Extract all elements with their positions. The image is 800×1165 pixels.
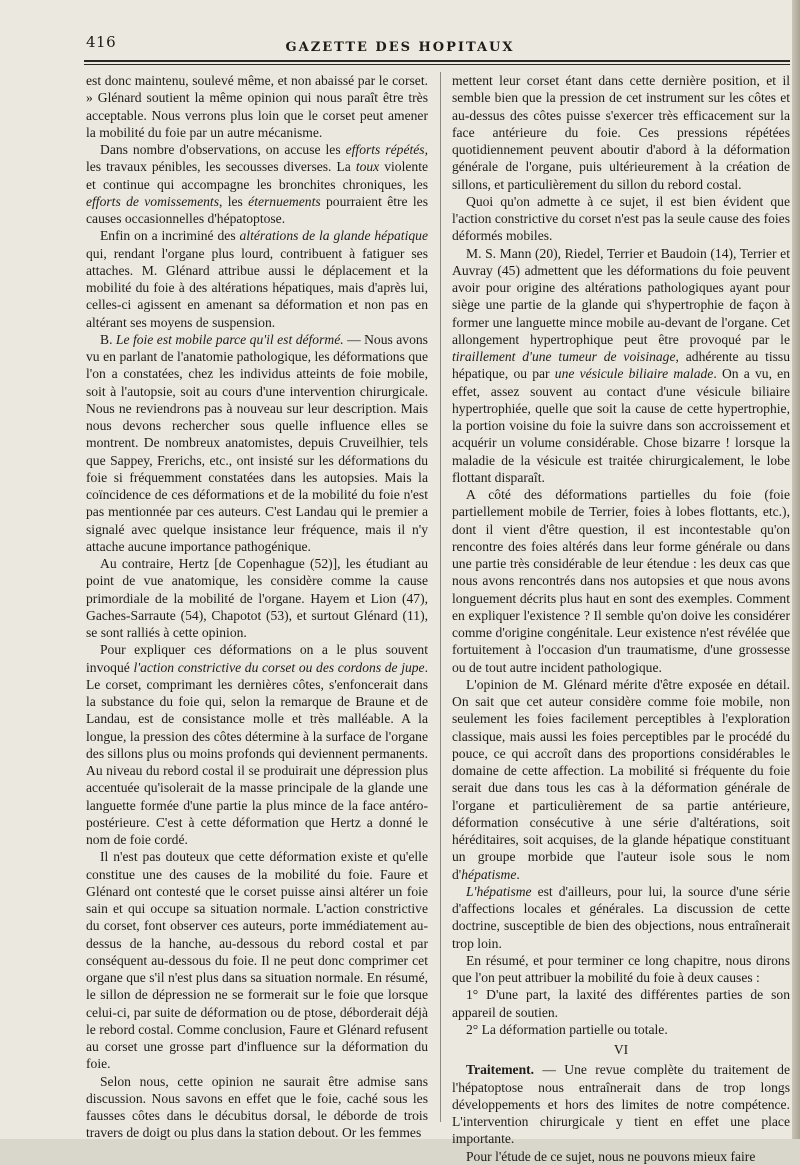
text-run: B. [100,331,116,347]
text-run: , adhérente au tissu hépatique, ou par [452,349,791,382]
text-run: . Le corset, comprimant les dernières côtes, s'enfoncerait dans la substance du foie qui, selon la remarque de Braune et de Landau, est de consistance molle et très malléable. A la longue, la pression des côtes détermine à la surface de l'organe des sillons plus ou moins profonds qui deviennent permanents. Au niveau du rebord costal il se produirait une dépression plus accentuée qu'isolerait de la masse principale de la glande une languette formée d'une partie la plus mince de la face antéro-postérieure. C'est à cette déformation que Hertz a donné le nom de foie cordé. [86,659,429,847]
paragraph [452,1061,790,1147]
header-rule-thin [84,64,790,65]
text-run: Pour expliquer ces déformations on a le plus souvent invoqué [86,642,428,675]
left-column [86,72,429,1141]
paragraph [452,952,790,987]
page-number: 416 [86,33,117,51]
paragraph [86,1073,428,1142]
text-run: En résumé, et pour terminer ce long chapitre, nous dirons que l'on peut attribuer la mobilité du foie à deux causes : [452,952,790,985]
italic-phrase: altérations de la glande hépatique [239,228,428,244]
paragraph [86,641,428,848]
text-run: . [516,866,520,882]
italic-phrase: tiraillement d'une tumeur de voisinage [452,349,676,364]
header-rule [84,60,790,62]
italic-phrase: Le foie est mobile parce qu'il est déformé. [115,331,344,347]
italic-phrase: efforts de vomissements [86,193,219,209]
italic-phrase: éternuements [248,193,321,209]
section-heading [452,1041,790,1058]
text-run: Selon nous, cette opinion ne saurait être admise sans discussion. Nous savons en effet que le foie, caché sous les fausses côtes dans le décubitus dorsal, le déborde de trois travers de doigt ou plus dans la station debout. Or les femmes [86,1073,428,1141]
text-run: 1° D'une part, la laxité des différentes parties de son appareil de soutien. [452,987,790,1020]
paragraph [452,193,790,245]
text-run: — Une revue complète du traitement de l'hépatoptose nous entraînerait dans de trop longs développements et hors des limites de notre compétence. L'intervention chirurgicale y tient en effet une place importante. [452,1062,790,1147]
paragraph [452,1021,790,1038]
column-divider [440,72,441,1122]
text-run: Au contraire, Hertz [de Copenhague (52)], les étudiant au point de vue anatomique, les considère comme la cause primordiale de la mobilité de l'organe. Hayem et Lion (47), Gaches-Sarraute (54), Chapotot (53), et surtout Glénard (11), se sont ralliés à cette opinion. [86,556,428,640]
text-run: 2° La déformation partielle ou totale. [466,1021,668,1037]
paragraph [452,1148,790,1165]
text-run: L'opinion de M. Glénard mérite d'être exposée en détail. On sait que cet auteur considère comme foie mobile, non seulement les foies facilement perceptibles à l'exploration classique, mais aussi les foies perceptibles par le procédé du pouce, ce qui accroît dans des proportions considérables le domaine de cette affection. La mobilité si fréquente du foie serait due dans tous les cas à la déformation générale de l'organe et particulièrement de sa partie antérieure, déformation consécutive à une série d'altérations, soit héréditaires, soit acquises, de la glande hépatique constituant un groupe morbide que l'auteur isole sous le nom d' [452,676,790,882]
italic-phrase: efforts répétés [345,142,425,157]
paragraph [452,486,790,676]
paragraph [452,676,790,883]
text-run: Quoi qu'on admette à ce sujet, il est bien évident que l'action constrictive du corset n'est pas la seule cause des foies déformés mobiles. [452,193,790,244]
paragraph [452,72,790,193]
paragraph [452,883,790,952]
italic-phrase: l'action constrictive du corset ou des cordons de jupe [133,659,425,675]
text-run: est d'ailleurs, pour lui, la source d'une série d'affections locales et générales. La discussion de cette doctrine, susceptible de bien des objections, nous entraînerait trop loin. [452,883,790,951]
text-run: Pour l'étude de ce sujet, nous ne pouvons mieux faire [466,1148,756,1164]
text-run: violente et continue qui accompagne les bronchites chroniques, les [86,159,429,192]
paragraph [86,331,428,555]
text-run: , les travaux pénibles, les secousses diverses. La [86,142,428,175]
running-title: GAZETTE DES HOPITAUX [285,40,515,55]
italic-phrase: L'hépatisme [466,883,532,899]
italic-phrase: toux [355,159,380,175]
paragraph [86,555,428,641]
italic-phrase: hépatisme [461,866,517,882]
right-column [452,72,791,1164]
text-run: , les [219,193,249,209]
text-run: qui, rendant l'organe plus lourd, contribuent à fatiguer ses attaches. M. Glénard attribue aussi le déplacement et la mobilité du foie à des altérations hépatiques, mais d'après lui, celles-ci agissent en amenant sa déformation et non pas en altérant ses moyens de suspension. [86,245,428,330]
text-run: . On a vu, en effet, assez souvent au contact d'une vésicule biliaire hypertrophiée, quelle que soit la cause de cette hypertrophie, la portion voisine du foie la suivre dans son accroissement et acquérir un volume considérable. Chose bizarre ! lorsque la maladie de la vésicule est traitée chirurgicalement, le lobe flottant disparaît. [452,366,791,485]
paragraph [86,141,428,227]
italic-phrase: une vésicule biliaire malade [554,366,714,382]
paragraph [86,227,428,331]
paragraph [452,245,790,487]
text-run: pourraient être les causes occasionnelles d'hépatoptose. [86,193,428,226]
text-run: — Nous avons vu en parlant de l'anatomie pathologique, les déformations que l'on a constatées, chez les individus atteints de foie mobile, soit à l'autopsie, soit au cours d'une intervention chirurgicale. Nous ne reviendrons pas à nouveau sur leur description. Mais nous devons rechercher sous quelle influence elles se montrent. De nombreux anatomistes, depuis Cruveilhier, tels que Sappey, Frerichs, etc., ont insisté sur les déformations du foie si fréquemment constatées dans les autopsies. Mais la coïncidence de ces déformations et de la mobilité du foie n'est pas mentionnée par ces auteurs. C'est Landau qui le premier a signalé avec quelque insistance leur fréquence, mais il n'y attache aucune importance pathogénique. [86,331,428,554]
text-run: A côté des déformations partielles du foie (foie partiellement mobile de Terrier, foies à lobes flottants, etc.), dont il vient d'être question, il est incontestable qu'on rencontre des foies altérés dans leur forme générale ou dans une partie très considérable de leur étendue : les deux cas que nous avons rencontrés dans nos autopsies et que nous avons longuement décrits plus haut en sont des exemples. Comment en expliquer l'existence ? Il semble qu'on doive les considérer comme d'origine congénitale. Leur existence n'est révélée que fortuitement à l'occasion d'un traumatisme, d'une grossesse ou de tout autre incident pathologique. [452,487,790,675]
page-edge-shadow [792,0,800,1139]
text-run: mettent leur corset étant dans cette dernière position, et il semble bien que la pression de cet instrument sur les côtes et au-dessus des côtes puisse s'exercer très efficacement sur la face antérieure du foie. Ces pressions répétées quotidiennement peuvent aboutir d'abord à la déformation générale de l'organe, puis ultérieurement à la création de sillons, et particulièrement du sillon du rebord costal. [452,73,790,192]
text-run: VI [613,1042,629,1057]
bold-phrase: Traitement. [466,1062,535,1078]
text-run: Dans nombre d'observations, on accuse les [100,142,346,157]
paragraph [86,848,428,1072]
text-run: Il n'est pas douteux que cette déformation existe et qu'elle constitue une des causes de la mobilité du foie. Faure et Glénard ont contesté que le corset puisse ainsi altérer un foie sain et qui occupe sa situation normale. L'action constrictive du corset, font observer ces auteurs, porte immédiatement au-dessus de la hanche, au-dessous du rebord costal et par conséquent au-dessous du foie. Il ne peut donc comprimer cet organe que s'il n'est plus dans sa situation normale. En résumé, le sillon de dépression ne se formerait sur le foie que lorsque celui-ci, par suite de déformation ou de ptose, déborderait déjà le rebord costal. Comme conclusion, Faure et Glénard refusent au corset une grosse part d'influence sur la déformation du foie. [86,849,428,1072]
paragraph [452,986,790,1021]
text-run: Enfin on a incriminé des [100,228,240,244]
text-run: est donc maintenu, soulevé même, et non abaissé par le corset. » Glénard soutient la même opinion qui nous paraît être très acceptable. Nous verrons plus loin que le corset peut amener la mobilité du foie par un autre mécanisme. [86,73,428,140]
text-run: M. S. Mann (20), Riedel, Terrier et Baudoin (14), Terrier et Auvray (45) admettent que les déformations du foie peuvent avoir pour origine des altérations pathologiques ayant pour siège une partie de la glande qui s'hypertrophie de façon à former une languette mince mobile au-devant de l'organe. Cet allongement hypertrophique peut être provoqué par le [452,245,790,347]
paragraph [86,72,428,141]
